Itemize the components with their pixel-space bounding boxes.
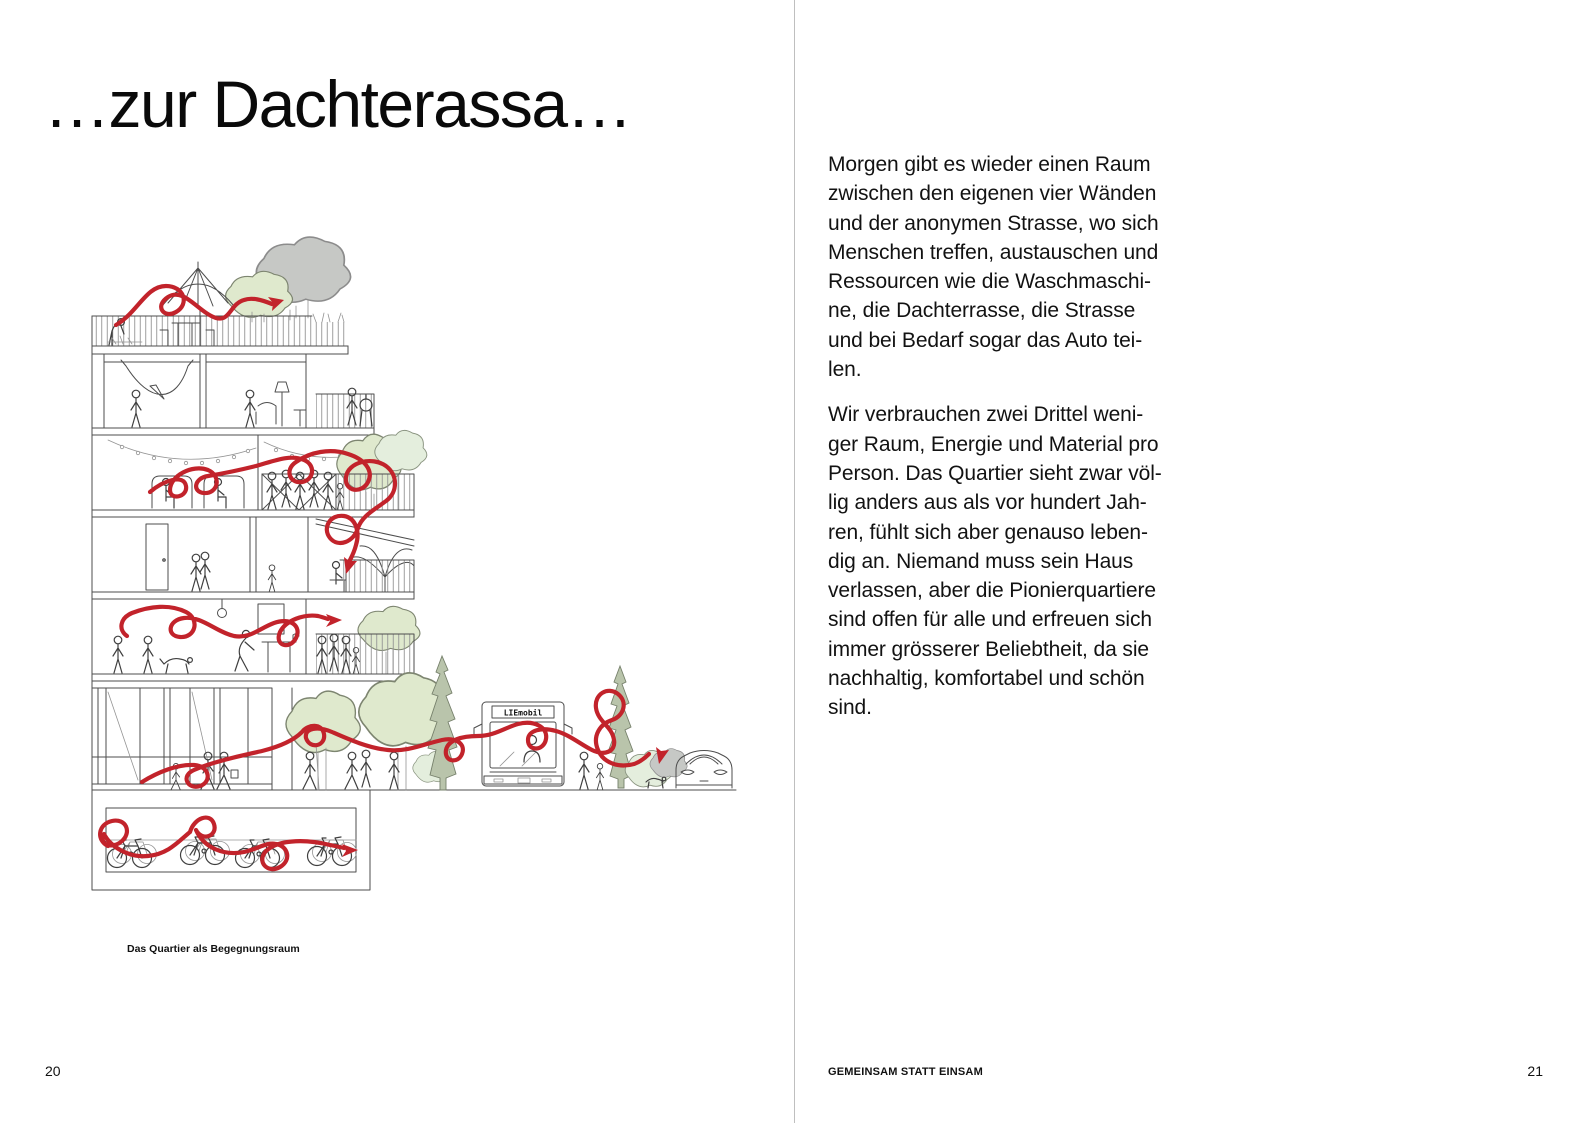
body-text-line: ren, fühlt sich aber genauso leben- <box>828 520 1148 544</box>
floor-livingroom-balcony <box>92 430 427 517</box>
dog <box>160 658 192 673</box>
body-text-line: immer grösserer Beliebtheit, da sie <box>828 637 1149 661</box>
body-text-line: ger Raum, Energie und Material pro <box>828 432 1159 456</box>
roof-terrace <box>92 237 351 354</box>
basement-bike-room <box>92 790 370 890</box>
body-text-line: Menschen treffen, austauschen und <box>828 240 1159 264</box>
body-text-line: und der anonymen Strasse, wo sich <box>828 211 1159 235</box>
paragraph-2 <box>828 400 1178 722</box>
body-text-line: Wir verbrauchen zwei Drittel weni- <box>828 403 1144 427</box>
body-text-line: ne, die Dachterrasse, die Strasse <box>828 299 1136 323</box>
floor-hammock <box>92 354 374 435</box>
body-text-line: sind offen für alle und erfreuen sich <box>828 608 1152 632</box>
illustration-caption: Das Quartier als Begegnungsraum <box>127 943 300 955</box>
page-title: …zur Dachterassa… <box>44 67 632 142</box>
bus <box>474 702 572 786</box>
ground-floor-street <box>92 316 736 790</box>
building-section-illustration <box>85 228 745 900</box>
body-text-line: sind. <box>828 696 872 720</box>
floor-couple-balcony <box>92 517 414 599</box>
body-text-line: und bei Bedarf sogar das Auto tei- <box>828 328 1143 352</box>
body-text-line: zwischen den eigenen vier Wänden <box>828 182 1157 206</box>
body-text-line: lig anders aus als vor hundert Jah- <box>828 491 1147 515</box>
page-gutter-divider <box>794 0 795 1123</box>
bus-destination-sign: LIEmobil <box>503 708 543 718</box>
body-text <box>828 150 1178 739</box>
body-text-line: Morgen gibt es wieder einen Raum <box>828 153 1151 176</box>
body-text-line: Ressourcen wie die Waschmaschi- <box>828 270 1151 294</box>
body-text-line: Person. Das Quartier sieht zwar völ- <box>828 461 1162 485</box>
running-footer: GEMEINSAM STATT EINSAM <box>828 1066 983 1078</box>
paragraph-1 <box>828 150 1178 384</box>
page-number-left: 20 <box>45 1063 61 1079</box>
body-text-line: dig an. Niemand muss sein Haus <box>828 549 1134 573</box>
body-text-line: verlassen, aber die Pionierquartiere <box>828 579 1156 603</box>
body-text-line: len. <box>828 358 862 382</box>
page-number-right: 21 <box>1527 1063 1543 1079</box>
body-text-line: nachhaltig, komfortabel und schön <box>828 667 1145 691</box>
